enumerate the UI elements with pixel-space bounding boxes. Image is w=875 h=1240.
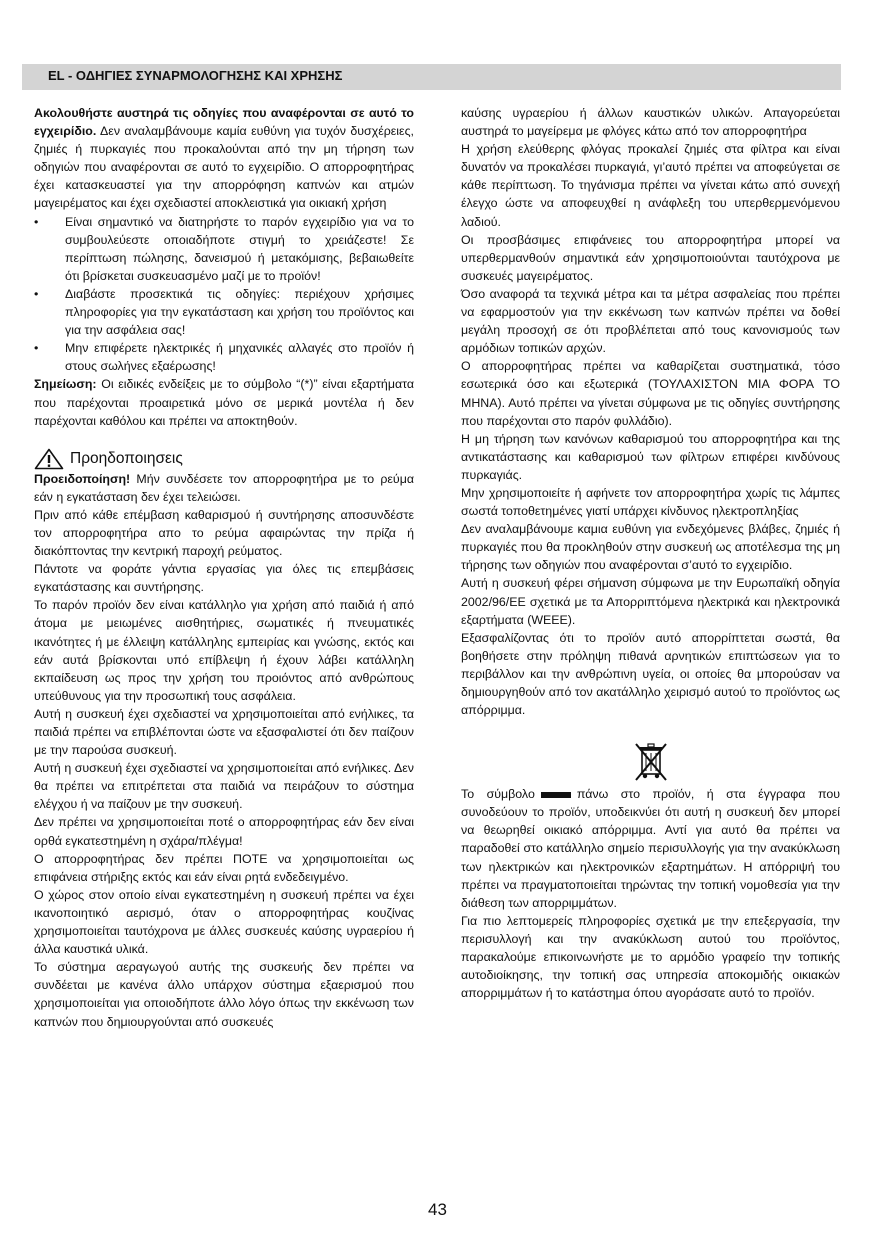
warning-triangle-icon	[34, 448, 64, 470]
paragraph: Δεν πρέπει να χρησιμοποιείται ποτέ ο απορροφητήρας εάν δεν είναι ορθά εγκατεστημένη η σχάρα/πλέγμα!	[34, 815, 414, 848]
warning-text: Μήν συνδέσετε τον απορροφητήρα με το ρεύμα εάν η εγκατάσταση δεν έχει τελειώσει.	[34, 471, 414, 504]
page-number: 43	[428, 1200, 447, 1219]
paragraph: καύσης υγραερίου ή άλλων καυστικών υλικών. Απαγορεύεται αυστηρά το μαγείρεμα με φλόγες κάτω από τον απορροφητήρα	[461, 106, 840, 139]
note-text: Οι ειδικές ενδείξεις με το σύμβολο “(*)” είναι εξαρτήματα που παρέχονται προαιρετικά μόνο σε μερικά μοντέλα ή δεν παρέχονται καθόλου και πρέπει να αποκτηθούν.	[34, 377, 414, 428]
note-paragraph	[34, 375, 414, 429]
section-title: EL - ΟΔΗΓΙΕΣ ΣΥΝΑΡΜΟΛΟΓΗΣΗΣ ΚΑΙ ΧΡΗΣΗΣ	[48, 68, 343, 83]
bullet-text: Μην επιφέρετε ηλεκτρικές ή μηχανικές αλλαγές στο προϊόν ή στους σωλήνες εξαέρωσης!	[65, 341, 414, 374]
paragraph: Μην χρησιμοποιείτε ή αφήνετε τον απορροφητήρα χωρίς τις λάμπες σωστά τοποθετημένες γιατί υπάρχει κίνδυνος ηλεκτροπληξίας	[461, 485, 840, 519]
safety-bullet-list	[34, 213, 414, 376]
note-label: Σημείωση:	[34, 377, 97, 392]
warning-paragraph	[34, 470, 414, 506]
right-column	[461, 104, 840, 1002]
list-item	[34, 285, 414, 339]
bullet-icon: •	[34, 214, 39, 229]
intro-bold: Ακολουθήστε αυστηρά τις οδηγίες που αναφέρονται σε αυτό το εγχειρίδιο.	[34, 106, 414, 139]
warnings-heading	[34, 448, 414, 470]
paragraph: Αυτή η συσκευή φέρει σήμανση σύμφωνα με την Ευρωπαϊκή οδηγία 2002/96/ΕΕ σχετικά με τα Απορριπτόμενα ηλεκτρικά και ηλεκτρονικά εξαρτήματα (WEEE).	[461, 576, 840, 627]
paragraph: Ο χώρος στον οποίο είναι εγκατεστημένη η συσκευή πρέπει να έχει ικανοποιητικό αερισμό, όταν ο απορροφητήρας κουζίνας χρησιμοποιείται ταυτόχρονα με άλλες συσκευές καύσης υγραερίου ή άλλα καυστικά υλικά.	[34, 887, 414, 957]
paragraph: Οι προσβάσιμες επιφάνειες του απορροφητήρα μπορεί να υπερθερμανθούν σημαντικά εάν χρησιμοποιούνται ταυτόχρονα με συσκευές μαγειρέματος.	[461, 232, 840, 283]
paragraph: Ο απορροφητήρας δεν πρέπει ΠΟΤΕ να χρησιμοποιείται ως επιφάνεια στήριξης εκτός και εάν είναι ρητά ενδεδειγμένο.	[34, 851, 414, 884]
black-bar-icon	[541, 792, 571, 798]
bullet-text: Είναι σημαντικό να διατηρήστε το παρόν εγχειρίδιο για να το συμβουλεύεστε οποιαδήποτε στιγμή το χρειάζεστε! Σε περίπτωση πώλησης, δανεισμού ή μετακόμισης, βεβαιωθείτε ότι βρίσκεται συσκευασμένο μαζί με το προϊόν!	[65, 214, 414, 283]
crossed-bin-icon	[633, 741, 669, 783]
paragraph: Εξασφαλίζοντας ότι το προϊόν αυτό απορρίπτεται σωστά, θα βοηθήσετε στην πρόληψη πιθανά αρνητικών επιπτώσεων για το περιβάλλον και την ανθρώπινη υγεία, οι οποίες θα μπορούσαν να δημιουργηθούν από τον ακατάλληλο χειρισμό αυτού το προϊόντος ως απόρριμμα.	[461, 630, 840, 718]
paragraph: Το σύστημα αεραγωγού αυτής της συσκευής δεν πρέπει να συνδέεται με κανένα άλλο υπάρχον σύστημα εξαερισμού που χρησιμοποιείται για οποιοδήποτε άλλο λόγο όπως την εκκένωση των καπνών που δημιουργούνται από συσκευές	[34, 960, 414, 1029]
symbol-text-end: πάνω στο προϊόν, ή στα έγγραφα που συνοδεύουν το προϊόν, υποδεικνύει ότι αυτή η συσκευή δεν μπορεί να θεωρηθεί οικιακό απόρριμμα. Αντί για αυτό θα πρέπει να παραδοθεί στο κατάλληλο σημείο περισυλλογής για την ανακύκλωση των ηλεκτρικών και ηλεκτρονικών εξαρτημάτων. Η απόρριψή του πρέπει να πραγματοποιείται τηρώντας την τοπική νομοθεσία για την διάθεση των απορριμμάτων.	[461, 787, 840, 910]
bullet-icon: •	[34, 341, 39, 356]
paragraph: Όσο αναφορά τα τεχνικά μέτρα και τα μέτρα ασφαλείας που πρέπει να εφαρμοστούν για την εκκένωση των καπνών πρέπει να δοθεί μεγάλη προσοχή σε ότι προβλέπεται από τους κανονισμούς των αρμόδιων τοπικών αρχών.	[461, 286, 840, 356]
paragraph: Πριν από κάθε επέμβαση καθαρισμού ή συντήρησης αποσυνδέστε τον απορροφητήρα απο το ρεύμα αφαιρώντας την πρίζα ή διακόπτοντας την κεντρική παροχή ρεύματος.	[34, 507, 414, 559]
list-item	[34, 339, 414, 375]
symbol-text-start: Το σύμβολο	[461, 787, 535, 802]
list-item	[34, 213, 414, 285]
paragraph: Αυτή η συσκευή έχει σχεδιαστεί να χρησιμοποιείται από ενήλικες. Δεν θα πρέπει να επιτρέπεται στα παιδιά να πειράζουν το σύστημα ελέγχου ή να παίζουν με την συσκευή.	[34, 761, 414, 812]
intro-text: Δεν αναλαμβάνουμε καμία ευθύνη για τυχόν δυσχέρειες, ζημιές ή πυρκαγιές που προκαλούνται από την μη τήρηση των οδηγιών που αναφέρονται σε αυτό το εγχειρίδιο. Ο απορροφητήρας έχει κατασκευαστεί για την απορρόφηση καπνών και ατμών μαγειρέματος και έχει σχεδιαστεί αποκλειστικά για οικιακή χρήση	[34, 124, 414, 211]
paragraph: Αυτή η συσκευή έχει σχεδιαστεί να χρησιμοποιείται από ενήλικες, τα παιδιά πρέπει να επιβλέπονται ώστε να εξασφαλιστεί ότι δεν παίζουν με την παρούσα συσκευή.	[34, 706, 414, 758]
warning-label: Προειδοποίηση!	[34, 471, 131, 486]
paragraph: Πάντοτε να φοράτε γάντια εργασίας για όλες τις επεμβάσεις εγκατάστασης και συντήρησης.	[34, 562, 414, 595]
weee-symbol	[461, 741, 840, 785]
section-header-bar	[22, 64, 841, 90]
paragraph: Το παρόν προϊόν δεν είναι κατάλληλο για χρήση από παιδιά ή από άτομα με μειωμένες αισθητήριες, σωματικές ή πνευματικές ικανότητες ή με έλλειψη κατάλληλης εμπειρίας και γνώσης, εκτός και εάν αυτά βρίσκονται υπό επίβλεψη ή έχουν λάβει κατάλληλη εκπαίδευση ως προς την χρήση του προιόντος από ανθρώπους υπεύθυνους για την προσωπική τους ασφάλεια.	[34, 598, 414, 703]
paragraph: Η χρήση ελεύθερης φλόγας προκαλεί ζημιές στα φίλτρα και είναι δυνατόν να προκαλέσει πυρκαγιά, γι’αυτό πρέπει να αποφεύγεται σε κάθε περίπτωση. Το τηγάνισμα πρέπει να γίνεται κάτω από συνεχή έλεγχο ώστε να αποφευχθεί η ανάφλεξη του υπερθερμενόμενου λαδιού.	[461, 142, 840, 229]
paragraph: Δεν αναλαμβάνουμε καμια ευθύνη για ενδεχόμενες βλάβες, ζημιές ή πυρκαγιές που θα προκληθούν στην συσκευή ως αποτέλεσμα της μη τήρησης των οδηγιών που αναφέρονται σ’αυτό το εγχειρίδιο.	[461, 522, 840, 573]
bullet-icon: •	[34, 286, 39, 301]
symbol-paragraph	[461, 785, 840, 912]
warnings-title: Προηδοποιησεις	[70, 449, 183, 467]
paragraph: Για πιο λεπτομερείς πληροφορίες σχετικά με την επεξεργασία, την περισυλλογή και την ανακύκλωση αυτού του προϊόντος, παρακαλούμε επικοινωνήστε με το αρμόδιο γραφείο την τοπικής αυτοδιοίκησης, την τοπική σας υπηρεσία αποκομιδής οικιακών απορριμμάτων ή το κατάστημα όπου αγοράσατε αυτό το προϊόν.	[461, 913, 840, 1001]
paragraph: Ο απορροφητήρας πρέπει να καθαρίζεται συστηματικά, τόσο εσωτερικά όσο και εξωτερικά (ΤΟΥΛΑΧΙΣΤΟΝ ΜΙΑ ΦΟΡΑ ΤΟ ΜΗΝΑ). Αυτό πρέπει να γίνεται σύμφωνα με τις οδηγίες συντήρησης που παρέχονται στο παρόν φυλλάδιο).	[461, 359, 840, 428]
intro-paragraph	[34, 104, 414, 213]
bullet-text: Διαβάστε προσεκτικά τις οδηγίες: περιέχουν χρήσιμες πληροφορίες για την εγκατάσταση και χρήση του προϊόντος και για την ασφάλεια σας!	[65, 286, 414, 338]
paragraph: Η μη τήρηση των κανόνων καθαρισμού του απορροφητήρα και της αντικατάστασης και καθαρισμού των φίλτρων επιφέρει κινδύνους πυρκαγιάς.	[461, 431, 840, 482]
left-column	[34, 104, 414, 1031]
